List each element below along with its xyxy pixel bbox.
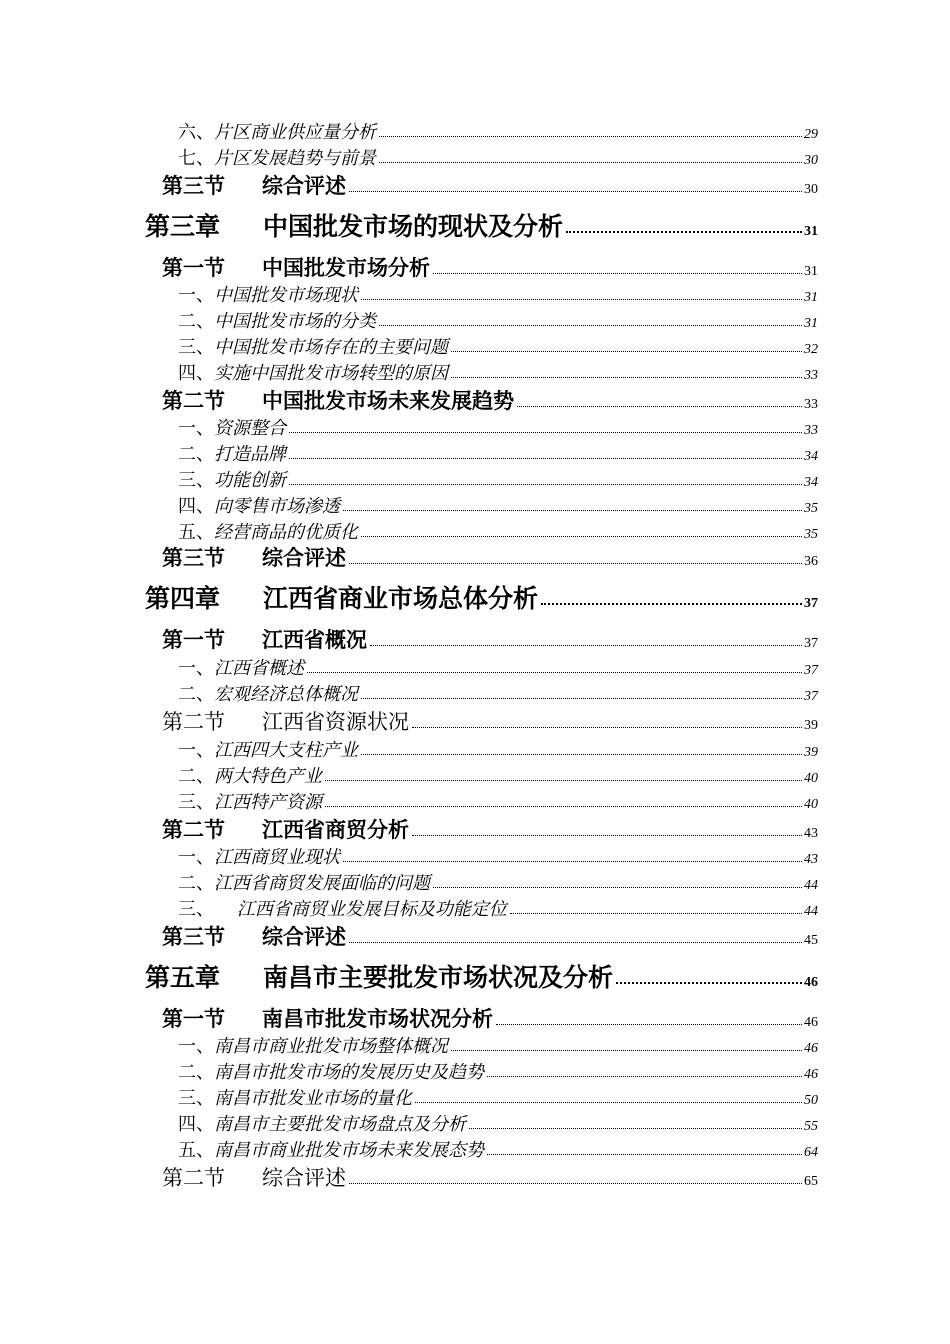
toc-page-number: 31 bbox=[804, 264, 818, 279]
toc-item-title: 南昌市批发业市场的量化 bbox=[214, 1088, 412, 1109]
dot-leader bbox=[289, 484, 802, 485]
toc-item-title: 实施中国批发市场转型的原因 bbox=[214, 363, 448, 384]
toc-item-number: 五、 bbox=[178, 522, 214, 543]
toc-item-number: 一、 bbox=[178, 740, 214, 761]
toc-section[interactable] bbox=[162, 706, 818, 734]
toc-section-number: 第一节 bbox=[162, 256, 225, 280]
toc-item[interactable] bbox=[178, 466, 818, 490]
dot-leader bbox=[415, 1102, 802, 1103]
toc-page-number: 40 bbox=[804, 797, 818, 812]
toc-page-number: 30 bbox=[804, 153, 818, 168]
toc-item-number: 一、 bbox=[178, 418, 214, 439]
toc-item[interactable] bbox=[178, 788, 818, 812]
toc-item-title: 片区商业供应量分析 bbox=[214, 122, 376, 143]
toc-page-number: 30 bbox=[804, 182, 818, 197]
toc-section-title: 综合评述 bbox=[262, 925, 346, 949]
toc-item-title: 打造品牌 bbox=[214, 444, 286, 465]
toc-section[interactable] bbox=[162, 1162, 818, 1190]
dot-leader bbox=[349, 563, 802, 564]
toc-section-title: 南昌市批发市场状况分析 bbox=[262, 1007, 493, 1031]
toc-page-number: 43 bbox=[804, 826, 818, 841]
toc-page-number: 45 bbox=[804, 933, 818, 948]
toc-section-title: 中国批发市场未来发展趋势 bbox=[262, 389, 514, 413]
toc-item-title: 江西省商贸业发展目标及功能定位 bbox=[214, 899, 507, 920]
toc-item[interactable] bbox=[178, 118, 818, 142]
toc-section-number: 第二节 bbox=[162, 710, 225, 734]
dot-leader bbox=[349, 942, 802, 943]
toc-section[interactable] bbox=[162, 921, 818, 949]
toc-item-title: 中国批发市场现状 bbox=[214, 285, 358, 306]
toc-item-number: 一、 bbox=[178, 1036, 214, 1057]
toc-item-number: 二、 bbox=[178, 873, 214, 894]
toc-page-number: 37 bbox=[804, 636, 818, 651]
toc-item[interactable] bbox=[178, 680, 818, 704]
dot-leader bbox=[289, 458, 802, 459]
toc-item-number: 一、 bbox=[178, 658, 214, 679]
toc-page-number: 31 bbox=[804, 224, 818, 239]
toc-page-number: 34 bbox=[804, 475, 818, 490]
toc-item[interactable] bbox=[178, 307, 818, 331]
toc-item-title: 江西商贸业现状 bbox=[214, 847, 340, 868]
dot-leader bbox=[379, 136, 802, 137]
toc-item-number: 三、 bbox=[178, 792, 214, 813]
dot-leader bbox=[361, 299, 802, 300]
toc-page-number: 39 bbox=[804, 745, 818, 760]
toc-item[interactable] bbox=[178, 359, 818, 383]
toc-item[interactable] bbox=[178, 1136, 818, 1160]
toc-item[interactable] bbox=[178, 1058, 818, 1082]
toc-item-title: 经营商品的优质化 bbox=[214, 522, 358, 543]
toc-item-number: 二、 bbox=[178, 311, 214, 332]
toc-page-number: 46 bbox=[804, 1041, 818, 1056]
toc-item-number: 四、 bbox=[178, 1114, 214, 1135]
toc-item-number: 四、 bbox=[178, 496, 214, 517]
toc-item-number: 三、 bbox=[178, 1088, 214, 1109]
toc-item-number: 二、 bbox=[178, 444, 214, 465]
dot-leader bbox=[412, 727, 802, 728]
toc-item-title: 功能创新 bbox=[214, 470, 286, 491]
dot-leader bbox=[349, 191, 802, 192]
toc-page-number: 31 bbox=[804, 316, 818, 331]
dot-leader bbox=[451, 351, 802, 352]
toc-item-title: 南昌市主要批发市场盘点及分析 bbox=[214, 1114, 466, 1135]
toc-page-number: 37 bbox=[804, 663, 818, 678]
toc-item[interactable] bbox=[178, 492, 818, 516]
toc-item-title: 南昌市商业批发市场未来发展态势 bbox=[214, 1140, 484, 1161]
toc-item[interactable] bbox=[178, 440, 818, 464]
toc-item[interactable] bbox=[178, 654, 818, 678]
toc-page-number: 31 bbox=[804, 290, 818, 305]
dot-leader bbox=[307, 672, 802, 673]
toc-section-number: 第一节 bbox=[162, 1007, 225, 1031]
toc-item[interactable] bbox=[178, 281, 818, 305]
dot-leader bbox=[541, 603, 802, 605]
dot-leader bbox=[451, 377, 802, 378]
toc-page-number: 39 bbox=[804, 718, 818, 733]
dot-leader bbox=[289, 432, 802, 433]
dot-leader bbox=[487, 1076, 802, 1077]
toc-page-number: 33 bbox=[804, 397, 818, 412]
toc-chapter-title: 中国批发市场的现状及分析 bbox=[263, 212, 564, 241]
toc-item-number: 二、 bbox=[178, 766, 214, 787]
toc-item[interactable] bbox=[178, 895, 818, 919]
toc-item-title: 两大特色产业 bbox=[214, 766, 322, 787]
toc-chapter[interactable] bbox=[145, 579, 818, 613]
dot-leader bbox=[487, 1154, 802, 1155]
toc-item-title: 资源整合 bbox=[214, 418, 286, 439]
dot-leader bbox=[412, 835, 802, 836]
toc-item[interactable] bbox=[178, 144, 818, 168]
toc-section[interactable] bbox=[162, 385, 818, 413]
dot-leader bbox=[370, 645, 802, 646]
dot-leader bbox=[517, 406, 802, 407]
toc-page-number: 50 bbox=[804, 1093, 818, 1108]
toc-page-number: 36 bbox=[804, 554, 818, 569]
toc-item-title: 南昌市批发市场的发展历史及趋势 bbox=[214, 1062, 484, 1083]
toc-page-number: 35 bbox=[804, 501, 818, 516]
toc-page-number: 44 bbox=[804, 878, 818, 893]
toc-page-number: 46 bbox=[804, 1015, 818, 1030]
toc-item-number: 一、 bbox=[178, 847, 214, 868]
toc-page-number: 37 bbox=[804, 596, 818, 611]
toc-item[interactable] bbox=[178, 333, 818, 357]
toc-page-number: 46 bbox=[804, 1067, 818, 1082]
toc-item[interactable] bbox=[178, 518, 818, 542]
toc-item-title: 宏观经济总体概况 bbox=[214, 684, 358, 705]
toc-page-number: 29 bbox=[804, 127, 818, 142]
toc-item[interactable] bbox=[178, 1110, 818, 1134]
toc-item-title: 南昌市商业批发市场整体概况 bbox=[214, 1036, 448, 1057]
toc-chapter[interactable] bbox=[145, 207, 818, 241]
toc-page-number: 46 bbox=[804, 975, 818, 990]
toc-item-title: 中国批发市场存在的主要问题 bbox=[214, 337, 448, 358]
toc-page-number: 37 bbox=[804, 689, 818, 704]
toc-item-number: 四、 bbox=[178, 363, 214, 384]
dot-leader bbox=[433, 887, 802, 888]
dot-leader bbox=[361, 698, 802, 699]
toc-page-number: 65 bbox=[804, 1174, 818, 1189]
dot-leader bbox=[325, 806, 802, 807]
toc-item[interactable] bbox=[178, 736, 818, 760]
dot-leader bbox=[469, 1128, 802, 1129]
toc-item-number: 一、 bbox=[178, 285, 214, 306]
toc-item-number: 三、 bbox=[178, 899, 214, 920]
dot-leader bbox=[510, 913, 802, 914]
toc-item[interactable] bbox=[178, 414, 818, 438]
toc-section-number: 第二节 bbox=[162, 818, 225, 842]
toc-item-title: 中国批发市场的分类 bbox=[214, 311, 376, 332]
toc-item[interactable] bbox=[178, 869, 818, 893]
toc-section-title: 中国批发市场分析 bbox=[262, 256, 430, 280]
toc-section-title: 综合评述 bbox=[262, 1166, 346, 1190]
dot-leader bbox=[379, 325, 802, 326]
toc-item-number: 七、 bbox=[178, 148, 214, 169]
toc-item-number: 二、 bbox=[178, 1062, 214, 1083]
dot-leader bbox=[361, 536, 802, 537]
dot-leader bbox=[451, 1050, 802, 1051]
toc-section[interactable] bbox=[162, 170, 818, 198]
toc-section[interactable] bbox=[162, 542, 818, 570]
toc-item-title: 江西四大支柱产业 bbox=[214, 740, 358, 761]
toc-section[interactable] bbox=[162, 1003, 818, 1031]
toc-item[interactable] bbox=[178, 762, 818, 786]
toc-item-title: 片区发展趋势与前景 bbox=[214, 148, 376, 169]
toc-page-number: 35 bbox=[804, 527, 818, 542]
toc-item[interactable] bbox=[178, 1084, 818, 1108]
toc-section-number: 第二节 bbox=[162, 1166, 225, 1190]
toc-item[interactable] bbox=[178, 843, 818, 867]
toc-section-number: 第二节 bbox=[162, 389, 225, 413]
toc-page-number: 34 bbox=[804, 449, 818, 464]
dot-leader bbox=[566, 231, 802, 233]
toc-section-title: 综合评述 bbox=[262, 174, 346, 198]
toc-section-number: 第三节 bbox=[162, 546, 225, 570]
dot-leader bbox=[361, 754, 802, 755]
toc-page-number: 64 bbox=[804, 1145, 818, 1160]
toc-section-title: 江西省概况 bbox=[262, 628, 367, 652]
toc-section-title: 江西省资源状况 bbox=[262, 710, 409, 734]
toc-section-title: 江西省商贸分析 bbox=[262, 818, 409, 842]
toc-section-number: 第三节 bbox=[162, 925, 225, 949]
toc-page-number: 33 bbox=[804, 368, 818, 383]
dot-leader bbox=[349, 1183, 802, 1184]
toc-item-number: 二、 bbox=[178, 684, 214, 705]
toc-chapter-number: 第三章 bbox=[145, 212, 221, 241]
dot-leader bbox=[343, 510, 802, 511]
toc-page-number: 33 bbox=[804, 423, 818, 438]
toc-item-title: 江西省商贸发展面临的问题 bbox=[214, 873, 430, 894]
toc-section[interactable] bbox=[162, 624, 818, 652]
toc-page-number: 44 bbox=[804, 904, 818, 919]
toc-section-number: 第三节 bbox=[162, 174, 225, 198]
toc-section-title: 综合评述 bbox=[262, 546, 346, 570]
toc-item-number: 三、 bbox=[178, 470, 214, 491]
dot-leader bbox=[325, 780, 802, 781]
toc-chapter-number: 第五章 bbox=[145, 963, 221, 992]
toc-section[interactable] bbox=[162, 252, 818, 280]
dot-leader bbox=[343, 861, 802, 862]
toc-section[interactable] bbox=[162, 814, 818, 842]
toc-item-title: 江西省概述 bbox=[214, 658, 304, 679]
toc-page-number: 55 bbox=[804, 1119, 818, 1134]
toc-page-number: 43 bbox=[804, 852, 818, 867]
toc-page-number: 40 bbox=[804, 771, 818, 786]
toc-chapter-number: 第四章 bbox=[145, 584, 221, 613]
toc-chapter-title: 江西省商业市场总体分析 bbox=[263, 584, 539, 613]
dot-leader bbox=[433, 273, 802, 274]
toc-item-number: 五、 bbox=[178, 1140, 214, 1161]
toc-chapter[interactable] bbox=[145, 958, 818, 992]
toc-item-number: 三、 bbox=[178, 337, 214, 358]
toc-page-number: 32 bbox=[804, 342, 818, 357]
dot-leader bbox=[379, 162, 802, 163]
toc-chapter-title: 南昌市主要批发市场状况及分析 bbox=[263, 963, 614, 992]
dot-leader bbox=[496, 1024, 802, 1025]
toc-section-number: 第一节 bbox=[162, 628, 225, 652]
toc-item[interactable] bbox=[178, 1032, 818, 1056]
toc-item-number: 六、 bbox=[178, 122, 214, 143]
toc-item-title: 向零售市场渗透 bbox=[214, 496, 340, 517]
toc-item-title: 江西特产资源 bbox=[214, 792, 322, 813]
dot-leader bbox=[616, 982, 802, 984]
